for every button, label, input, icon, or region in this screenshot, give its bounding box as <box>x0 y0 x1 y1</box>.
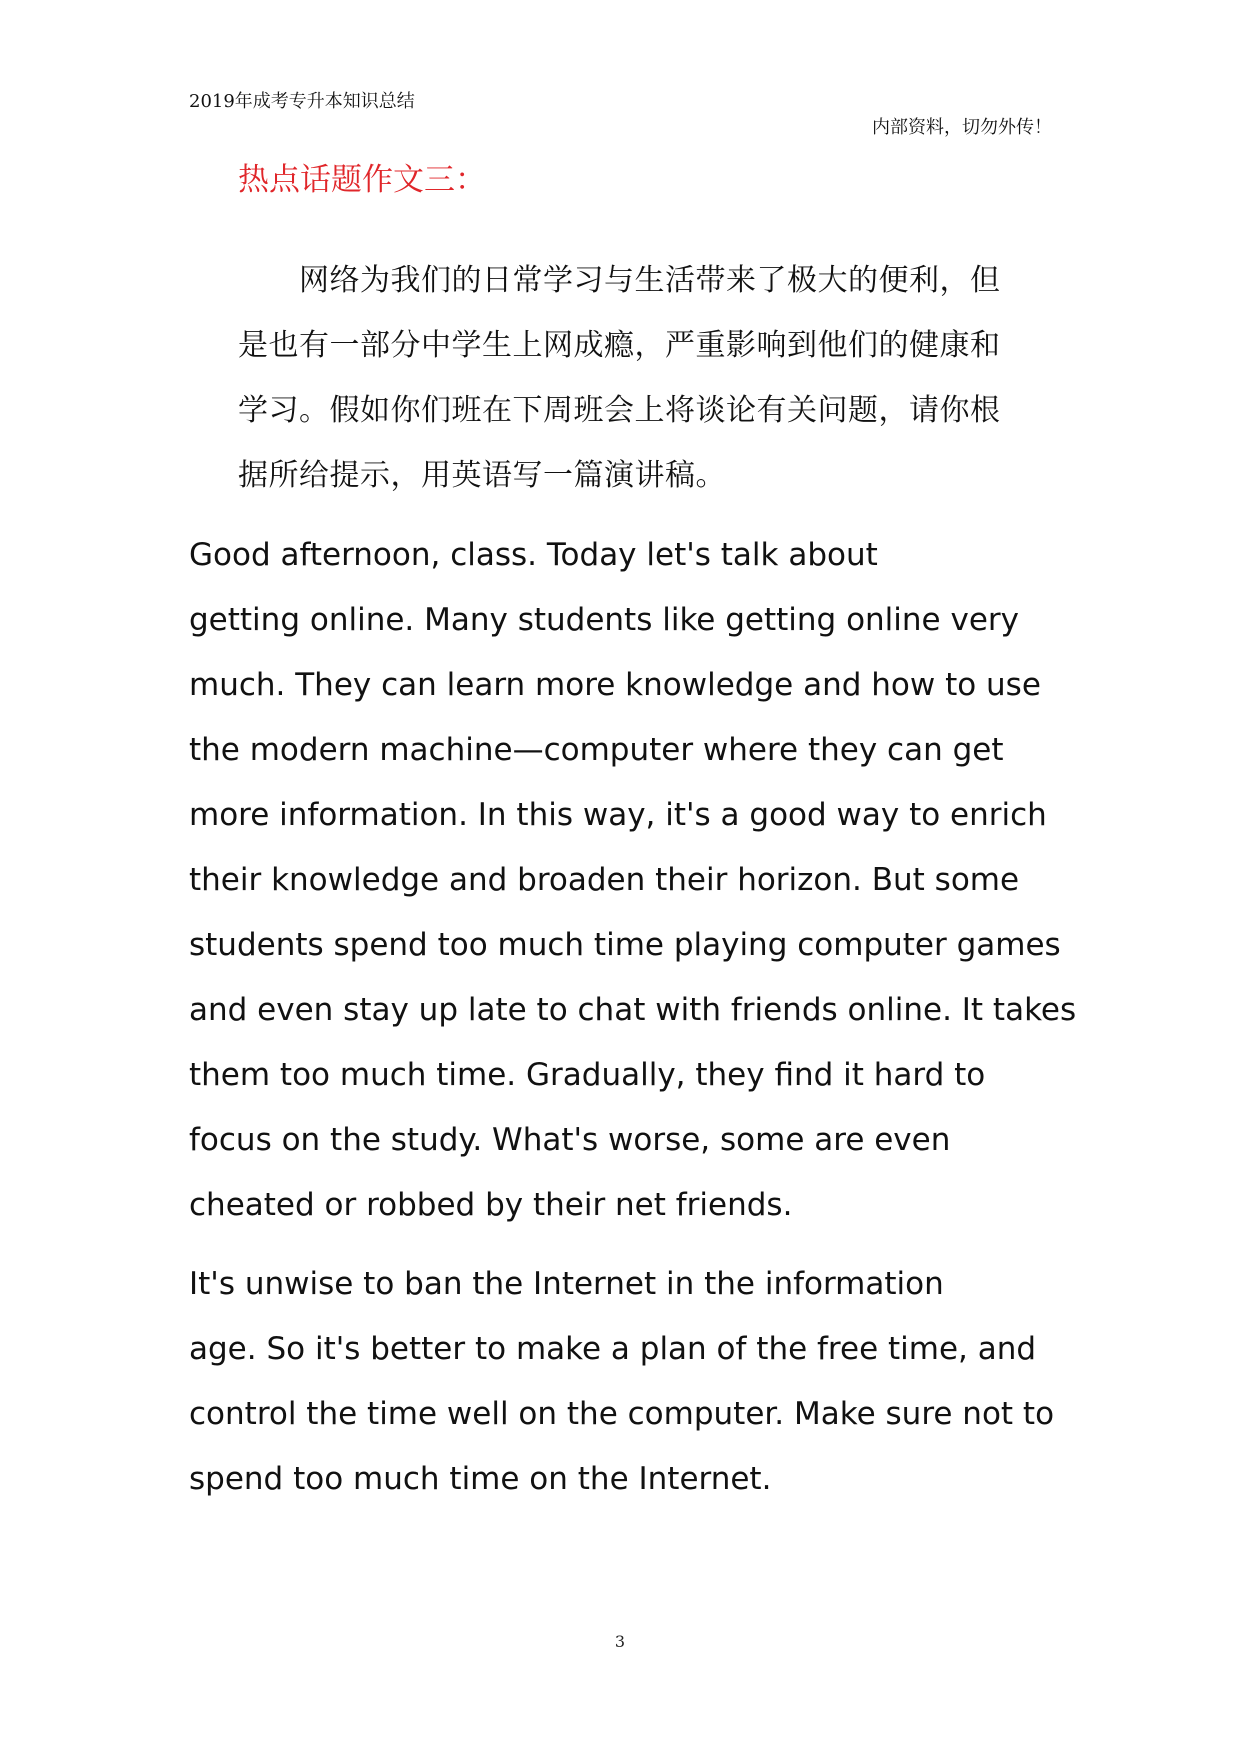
confidential-notice: 内部资料，切勿外传！ <box>872 117 1052 138</box>
essay-line: age. So it's better to make a plan of the free time, and <box>189 1331 1037 1367</box>
essay-line: their knowledge and broaden their horizon. But some <box>189 862 1020 898</box>
essay-line: cheated or robbed by their net friends. <box>189 1187 793 1223</box>
writing-prompt <box>238 248 1048 508</box>
essay-paragraph-1 <box>189 523 1077 1238</box>
essay-line: more information. In this way, it's a good way to enrich <box>189 797 1047 833</box>
essay-line: the modern machine—computer where they can get <box>189 732 1004 768</box>
essay-line: much. They can learn more knowledge and how to use <box>189 667 1041 703</box>
essay-line: It's unwise to ban the Internet in the information <box>189 1266 944 1302</box>
running-header-title: 2019年成考专升本知识总结 <box>189 91 415 112</box>
page-number: 3 <box>614 1632 626 1651</box>
essay-paragraph-2 <box>189 1252 1069 1512</box>
prompt-line: 据所给提示，用英语写一篇演讲稿。 <box>238 458 726 493</box>
prompt-line: 是也有一部分中学生上网成瘾，严重影响到他们的健康和 <box>238 328 1001 363</box>
essay-line: focus on the study. What's worse, some are even <box>189 1122 951 1158</box>
prompt-line: 网络为我们的日常学习与生活带来了极大的便利，但 <box>238 263 1001 298</box>
essay-line: control the time well on the computer. Make sure not to <box>189 1396 1055 1432</box>
essay-line: spend too much time on the Internet. <box>189 1461 772 1497</box>
prompt-line: 学习。假如你们班在下周班会上将谈论有关问题，请你根 <box>238 393 1001 428</box>
essay-topic-title: 热点话题作文三： <box>238 162 486 198</box>
essay-line: them too much time. Gradually, they find it hard to <box>189 1057 986 1093</box>
essay-line: and even stay up late to chat with friends online. It takes <box>189 992 1077 1028</box>
essay-line: Good afternoon, class. Today let's talk about <box>189 537 878 573</box>
essay-line: students spend too much time playing computer games <box>189 927 1061 963</box>
essay-line: getting online. Many students like getting online very <box>189 602 1019 638</box>
